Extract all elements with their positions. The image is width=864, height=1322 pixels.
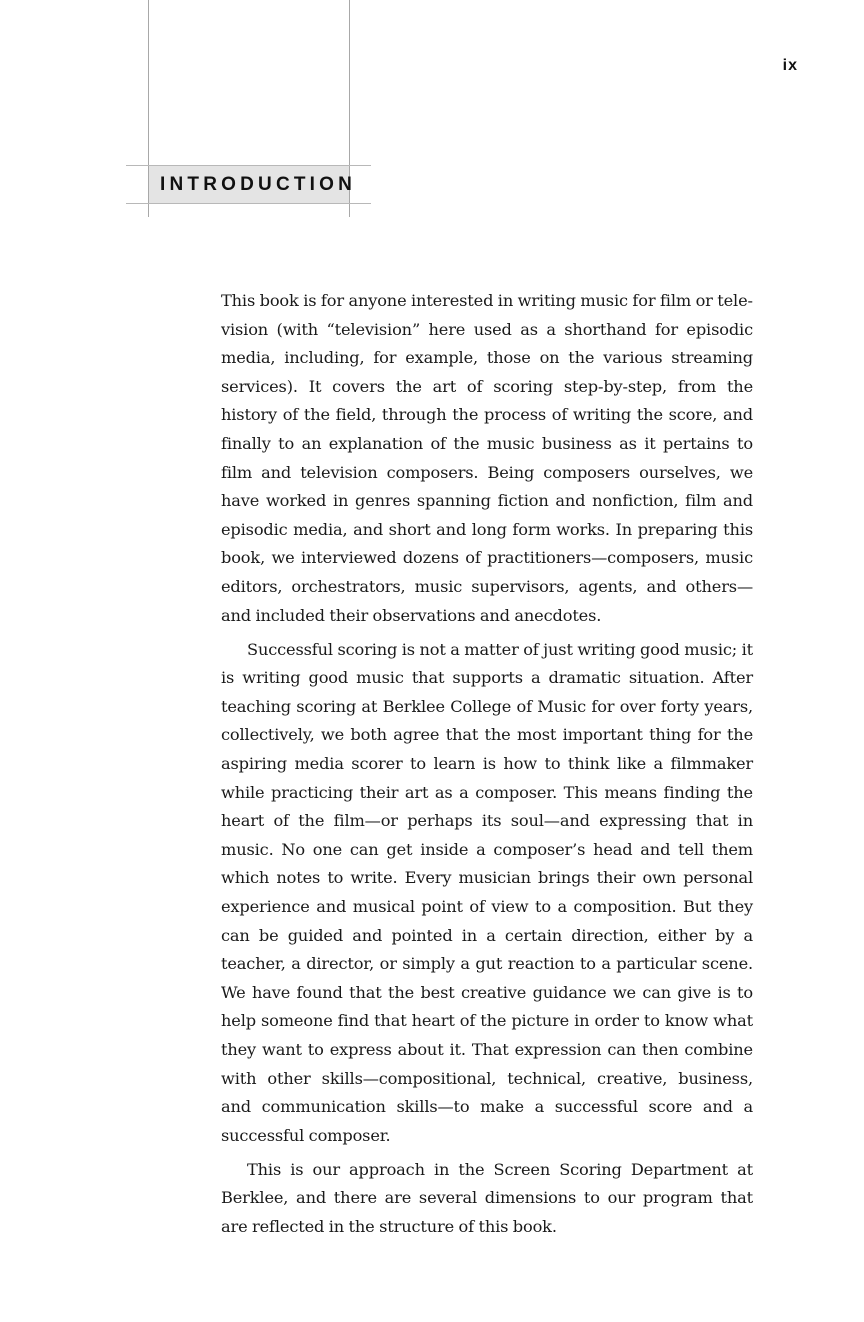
ornament-line-top — [126, 165, 371, 166]
ornament-line-bottom — [126, 203, 371, 204]
paragraph: Successful scoring is not a matter of just writing good music; it is writing good music that supports a dramatic situation. After teaching scoring at Berklee College of Music for over forty years, collectively, we both agree that the most important thing for the aspiring media scorer to learn is how to think like a filmmaker while practicing their art as a composer. This means finding the heart of the film—or perhaps its soul—and expressing that in music. No one can get inside a composer’s head and tell them which notes to write. Every musician brings their own personal experience and musical point of view to a composition. But they can be guided and pointed in a certain direction, either by a teacher, a director, or simply a gut reaction to a particular scene. We have found that the best creative guidance we can give is to help someone find that heart of the picture in order to know what they want to express about it. That expression can then combine with other skills—compositional, technical, creative, business, and communication skills—to make a successful score and a successful composer. — [221, 639, 753, 1145]
paragraph: This is our approach in the Screen Scoring Department at Berklee, and there are several dimensions to our program that are reflected in the structure of this book. — [221, 1159, 753, 1236]
paragraph: This book is for anyone interested in writing music for film or television (with “television” here used as a shorthand for episodic media, including, for example, those on the various streaming services). It covers the art of scoring step-by-step, from the history of the field, through the process of writing the score, and finally to an explanation of the music business as it pertains to film and television composers. Being composers ourselves, we have worked in genres spanning fiction and nonfiction, film and episodic media, and short and long form works. In preparing this book, we interviewed dozens of practitioners—composers, music editors, orchestrators, music supervisors, agents, and others—and included their observations and anecdotes. — [221, 291, 753, 625]
chapter-title: INTRODUCTION — [160, 174, 357, 195]
page-number: ix — [782, 57, 798, 74]
body-text — [221, 287, 753, 1247]
